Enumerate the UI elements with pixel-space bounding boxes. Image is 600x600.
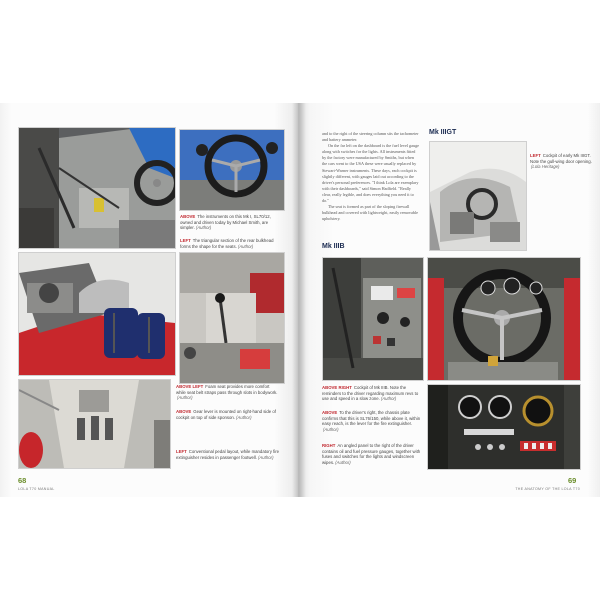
photo-mk3gt-cockpit [429,141,527,251]
caption-seat [176,384,280,404]
photo-pedal-footwell [18,379,171,469]
caption-lead: ABOVE RIGHT [322,385,352,390]
caption-lead: LEFT [530,153,541,158]
photo-angled-gauge-panel [427,384,581,470]
caption-lead: RIGHT [322,443,336,448]
left-page [0,103,298,497]
caption-text: Cockpit of early Mk IIIGT. Note the gull-wing door opening. [530,153,592,164]
caption-text: Cockpit of Mk IIIB. Note the reminders to the driver regarding maximum revs to use and speed in a slow zone. [322,385,419,402]
caption-text: The triangular section of the rear bulkhead forms the shape for the seats. [180,238,274,249]
caption-text: An angled panel to the right of the driver contains oil and fuel pressure gauges, together with fuses and switches for the lights and windscreen wipes. [322,443,421,465]
book-gutter [292,103,306,497]
caption-bulkhead [180,238,284,252]
right-page [298,103,600,497]
caption-credit: (Author) [195,225,212,231]
caption-chassis-plate [322,410,422,435]
photo-chassis-blue-tub [18,127,176,249]
photo-mk3b-steering-wheel [427,257,581,381]
caption-text: To the driver's right, the chassis plate confirms that this is SL76/150, while above it, within easy reach, is the lever for the fire extinguisher. [322,410,421,427]
photo-mk3b-cockpit [322,257,424,381]
caption-credit: (Author) [237,243,254,249]
body-paragraph: On the far left on the dashboard is the fuel level gauge along with switches for the lights. All instruments fitted by the factory were manufactured by Smiths, but when the cars went to the USA these were usually replaced by Stewart-Warner instruments. These days, each cockpit is slightly different, with gauges laid out according to the driver's personal preferences. "I think Lola are exemplary with their dashboards," said Simon Hadfield. "Really clear, really legible, and does everything you need it to do." [322,143,420,204]
caption-pedals [176,449,280,463]
caption-credit: (Author) [335,459,351,465]
running-head: LOLA T70 MANUAL [18,487,55,491]
caption-lead: ABOVE [180,214,196,219]
subhead-mk3gt: Mk IIIGT [429,129,457,136]
running-head: THE ANATOMY OF THE LOLA T70 [515,487,580,491]
caption-text: The instruments on this Mk I, SL70/12, owned and driven today by Michael Smith, are simpler. [180,214,271,231]
book-spread [0,103,600,497]
caption-lead: LEFT [180,238,191,243]
caption-text: Gear lever is mounted on right-hand side of cockpit on top of side sponson. [176,409,276,420]
photo-rear-bulkhead [179,252,285,384]
caption-lead: ABOVE [322,410,338,415]
caption-credit: (Author) [323,426,339,432]
caption-credit: (Lola Heritage) [531,164,560,170]
body-paragraph: The seat is formed as part of the sloping firewall bulkhead and covered with lightweight, easily removable upholstery. [322,204,418,222]
page-number: 69 [568,476,577,485]
photo-red-car-seats [18,252,176,376]
caption-text: Foam seat provides more comfort while seat belt straps pass through slots in bodywork. [176,384,278,395]
caption-text: Conventional pedal layout, while mandatory fire extinguisher resides in passenger footwell. [176,449,280,460]
caption-instruments [180,214,284,234]
caption-gear-lever [176,409,280,423]
caption-credit: (Author) [177,395,193,401]
body-text [322,131,420,222]
caption-cockpit-early [530,153,592,173]
caption-credit: (Author) [257,454,274,460]
photo-mk1-instruments [179,129,285,211]
caption-credit: (Author) [236,414,252,420]
subhead-mk3b: Mk IIIB [322,243,345,250]
caption-mk3b-cockpit [322,385,422,405]
body-paragraph: and to the right of the steering column sits the tachometer and battery ammeter. [322,131,419,143]
caption-lead: LEFT [176,449,187,454]
caption-lead: ABOVE [176,409,192,414]
caption-lead: ABOVE LEFT [176,384,204,389]
caption-credit: (Author) [380,396,397,402]
caption-angled-panel [322,443,422,468]
page-number: 68 [18,476,27,485]
